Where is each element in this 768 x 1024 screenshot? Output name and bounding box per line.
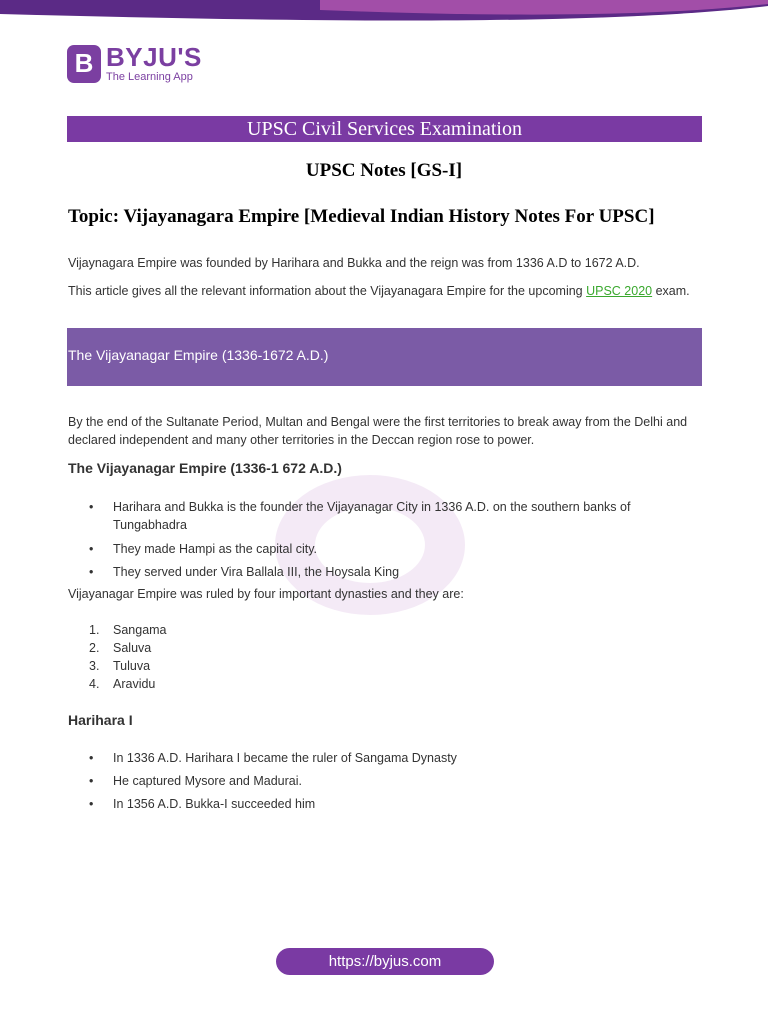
dynasty-name: Saluva bbox=[113, 641, 152, 655]
dynasty-name: Sangama bbox=[113, 623, 167, 637]
list-item: • In 1356 A.D. Bukka-I succeeded him bbox=[68, 795, 688, 813]
footer-url-button[interactable] bbox=[276, 948, 494, 975]
list-item: • They served under Vira Ballala III, the Hoysala King bbox=[68, 563, 688, 581]
byjus-logo[interactable] bbox=[67, 44, 202, 83]
list-item: 1. Sangama bbox=[89, 623, 167, 637]
section-title: The Vijayanagar Empire (1336-1672 A.D.) bbox=[68, 347, 329, 363]
list-item: 3. Tuluva bbox=[89, 659, 151, 673]
intro-paragraph: Vijaynagara Empire was founded by Harihara and Bukka and the reign was from 1336 A.D to 1672 A.D. bbox=[68, 256, 640, 270]
list-item: • Harihara and Bukka is the founder the Vijayanagar City in 1336 A.D. on the southern banks of Tungabhadra bbox=[68, 498, 688, 534]
section-title-bar bbox=[67, 328, 702, 386]
dynasties-intro: Vijayanagar Empire was ruled by four important dynasties and they are: bbox=[68, 587, 464, 601]
upsc-2020-link[interactable]: UPSC 2020 bbox=[586, 284, 653, 298]
sultanate-paragraph: By the end of the Sultanate Period, Multan and Bengal were the first territories to break away from the Delhi and declared independent and many other territories in the Deccan region rose to power. bbox=[68, 415, 688, 447]
exam-banner: UPSC Civil Services Examination bbox=[67, 116, 702, 142]
logo-tagline: The Learning App bbox=[106, 71, 193, 83]
list-item: • He captured Mysore and Madurai. bbox=[68, 772, 688, 790]
dynasty-name: Aravidu bbox=[113, 677, 156, 691]
list-item: 4. Aravidu bbox=[89, 677, 156, 691]
article-text-end: exam. bbox=[652, 284, 690, 298]
harihara-bullet-list bbox=[68, 749, 688, 813]
list-item: 2. Saluva bbox=[89, 641, 152, 655]
dynasty-list bbox=[68, 621, 688, 693]
empire-heading: The Vijayanagar Empire (1336-1 672 A.D.) bbox=[68, 460, 342, 476]
empire-bullet-list bbox=[68, 498, 688, 581]
topic-heading: Topic: Vijayanagara Empire [Medieval Indian History Notes For UPSC] bbox=[68, 206, 655, 227]
notes-subheading: UPSC Notes [GS-I] bbox=[305, 160, 463, 181]
dynasty-name: Tuluva bbox=[113, 659, 151, 673]
logo-badge: B bbox=[67, 45, 101, 83]
list-item: • They made Hampi as the capital city. bbox=[68, 540, 688, 558]
logo-name: BYJU'S bbox=[106, 42, 202, 72]
article-text-start: This article gives all the relevant information about the Vijayanagara Empire for the upcoming bbox=[68, 284, 587, 298]
harihara-heading: Harihara I bbox=[68, 712, 133, 728]
article-paragraph bbox=[68, 282, 708, 300]
list-item: • In 1336 A.D. Harihara I became the ruler of Sangama Dynasty bbox=[68, 749, 688, 767]
header-swoosh bbox=[0, 0, 768, 26]
footer-url: https://byjus.com bbox=[328, 953, 442, 970]
